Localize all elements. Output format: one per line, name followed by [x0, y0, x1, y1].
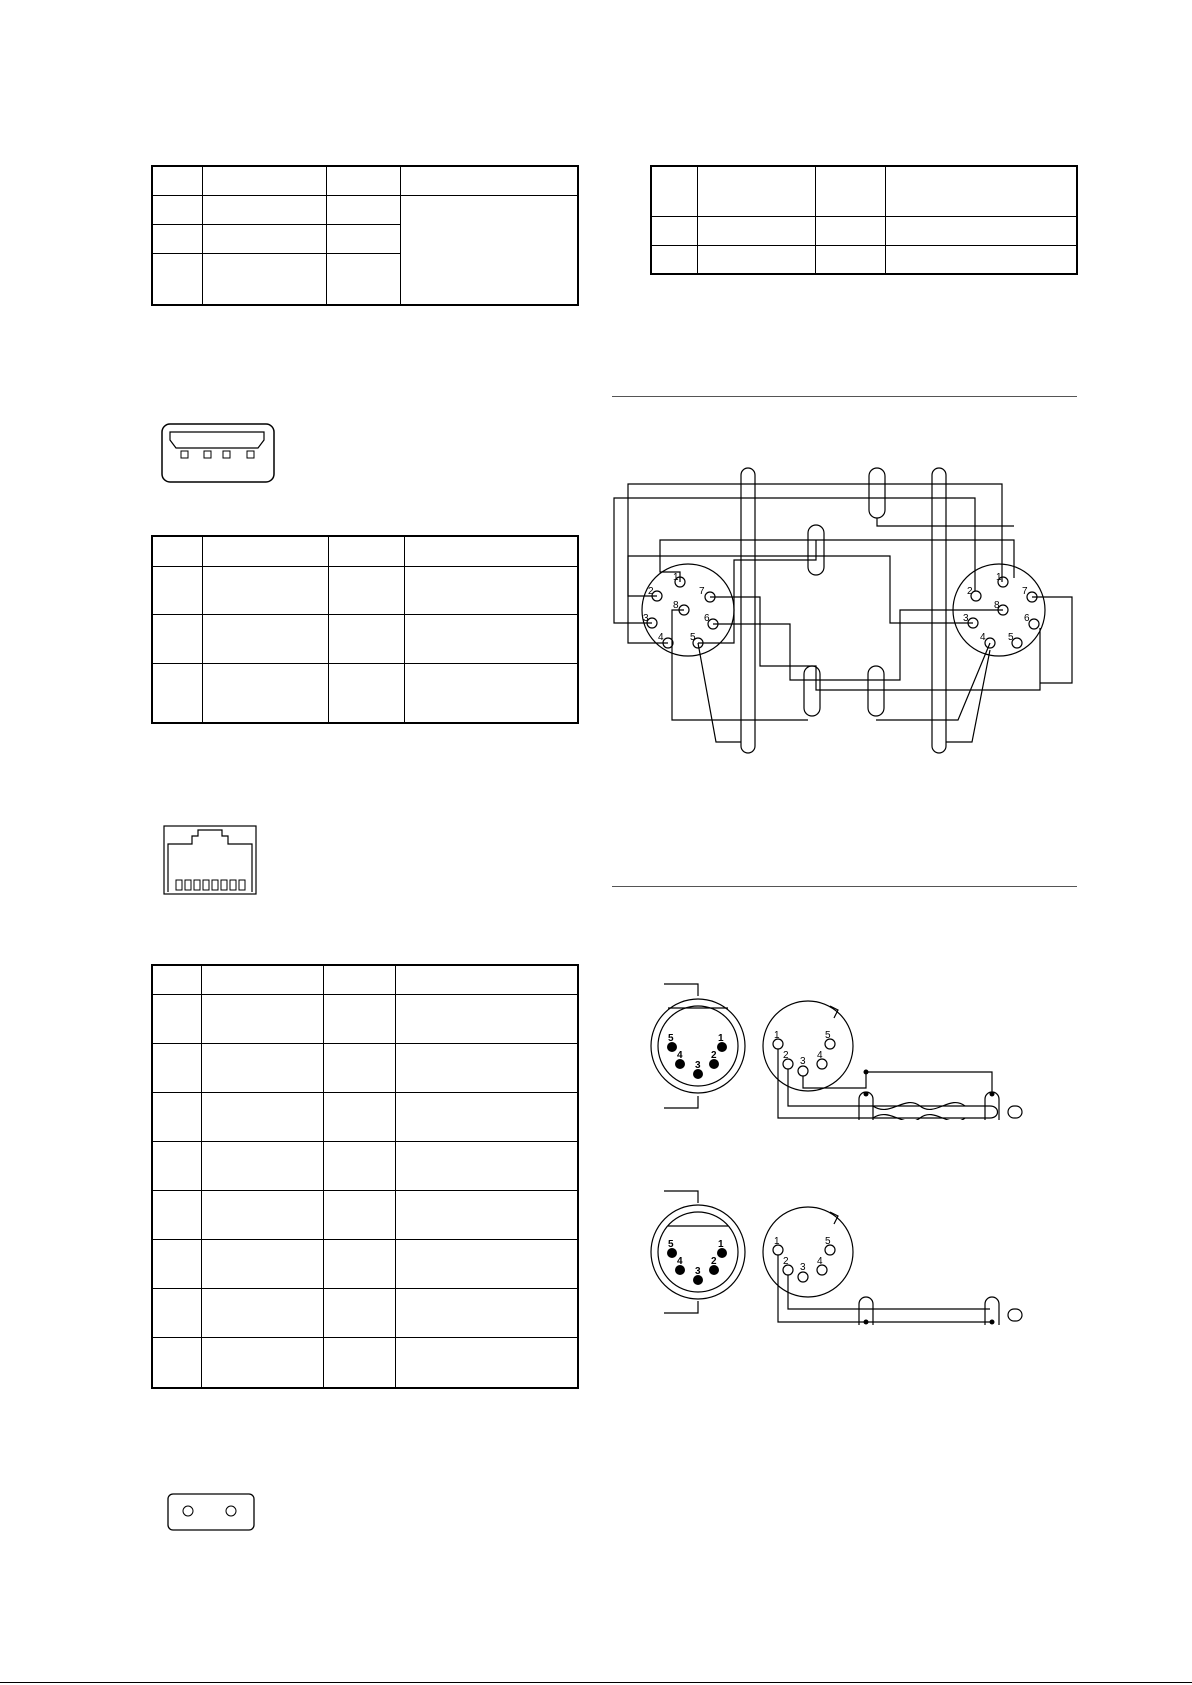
rj45-connector-icon: [162, 824, 258, 896]
svg-text:8: 8: [994, 600, 1000, 611]
svg-text:5: 5: [1008, 632, 1014, 643]
svg-text:3: 3: [695, 1060, 701, 1071]
svg-text:1: 1: [718, 1239, 724, 1250]
svg-text:1: 1: [718, 1033, 724, 1044]
svg-text:3: 3: [643, 613, 649, 624]
svg-text:4: 4: [658, 632, 664, 643]
xlr5-balanced-wiring-diagram: [640, 980, 1080, 1120]
svg-text:3: 3: [800, 1056, 806, 1067]
svg-text:2: 2: [648, 586, 654, 597]
page-bottom-rule: [0, 1682, 1192, 1683]
spec-table-4: [650, 165, 1078, 275]
svg-text:2: 2: [711, 1256, 717, 1267]
spec-table-3: [151, 964, 579, 1389]
din8-cable-wiring-diagram: [608, 460, 1088, 760]
svg-text:5: 5: [825, 1236, 831, 1247]
xlr5-unbalanced-wiring-diagram: [640, 1185, 1080, 1325]
svg-text:5: 5: [690, 632, 696, 643]
svg-text:6: 6: [704, 613, 710, 624]
svg-text:1: 1: [673, 572, 679, 583]
svg-text:4: 4: [677, 1050, 683, 1061]
spec-table-1: [151, 165, 579, 306]
svg-text:2: 2: [711, 1050, 717, 1061]
spec-table-2: [151, 535, 579, 724]
svg-text:2: 2: [783, 1256, 789, 1267]
svg-text:1: 1: [996, 572, 1002, 583]
section-divider-1: [612, 396, 1077, 397]
svg-text:4: 4: [980, 632, 986, 643]
svg-text:4: 4: [677, 1256, 683, 1267]
svg-text:4: 4: [817, 1050, 823, 1061]
svg-text:4: 4: [817, 1256, 823, 1267]
svg-text:1: 1: [774, 1030, 780, 1041]
svg-text:3: 3: [695, 1266, 701, 1277]
svg-text:3: 3: [800, 1262, 806, 1273]
svg-text:5: 5: [668, 1239, 674, 1250]
svg-text:2: 2: [967, 586, 973, 597]
svg-text:2: 2: [783, 1050, 789, 1061]
svg-text:6: 6: [1024, 613, 1030, 624]
din8-connector-icon: [642, 564, 734, 656]
svg-text:5: 5: [825, 1030, 831, 1041]
usb-a-connector-icon: [160, 422, 276, 484]
svg-text:5: 5: [668, 1033, 674, 1044]
section-divider-2: [612, 886, 1077, 887]
svg-text:3: 3: [963, 613, 969, 624]
svg-text:7: 7: [1022, 586, 1028, 597]
svg-text:8: 8: [673, 600, 679, 611]
svg-text:1: 1: [774, 1236, 780, 1247]
two-pin-connector-icon: [166, 1492, 256, 1532]
svg-text:7: 7: [699, 586, 705, 597]
